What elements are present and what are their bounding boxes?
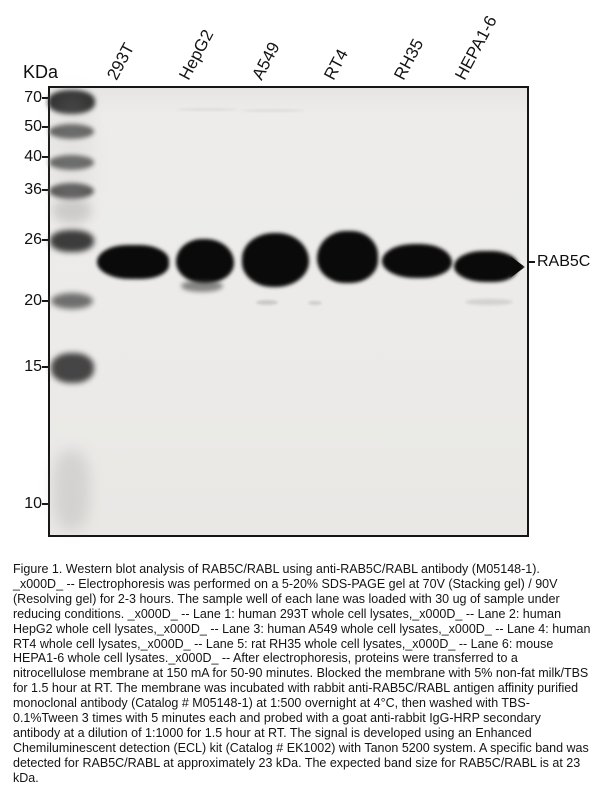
marker-tick-15 <box>42 366 49 368</box>
gel-artifact <box>181 280 223 292</box>
marker-label-10: 10 <box>24 495 42 512</box>
gel-artifact <box>308 301 322 305</box>
marker-tick-50 <box>42 126 49 128</box>
lane-label-rt4: RT4 <box>320 45 352 83</box>
ladder-band <box>51 293 93 309</box>
sample-band-lane-3 <box>242 233 309 287</box>
lane-label-hepa1-6: HEPA1-6 <box>451 12 501 84</box>
kda-unit-label: KDa <box>23 62 59 82</box>
gel-artifact <box>256 300 278 305</box>
marker-tick-10 <box>42 503 49 505</box>
marker-label-50: 50 <box>24 118 42 135</box>
marker-label-20: 20 <box>24 292 42 309</box>
marker-tick-36 <box>42 189 49 191</box>
sample-band-lane-1 <box>97 245 169 279</box>
marker-label-36: 36 <box>24 181 42 198</box>
marker-label-70: 70 <box>24 89 42 106</box>
sample-band-lane-5 <box>382 244 452 278</box>
marker-tick-26 <box>42 239 49 241</box>
lane-label-rh35: RH35 <box>390 35 428 83</box>
ladder-band <box>52 90 92 215</box>
band-annotation-label: RAB5C <box>537 253 591 270</box>
marker-tick-20 <box>42 300 49 302</box>
lane-label-293t: 293T <box>103 39 139 83</box>
gel-membrane <box>48 86 529 537</box>
marker-label-26: 26 <box>24 231 42 248</box>
band-annotation <box>527 253 590 271</box>
figure-caption: Figure 1. Western blot analysis of RAB5C/RABL using anti-RAB5C/RABL antibody (M05148-1). _x000D_ -- Electrophoresis was performed on a 5-20% SDS-PAGE gel at 70V (Stacking gel) / 90V (Resolving gel) for 2-3 hours. The sample well of each lane was loaded with 30 ug of sample under reducing conditions. _x000D_ -- Lane 1: human 293T whole cell lysates,_x000D_ -- Lane 2: human HepG2 whole cell lysates,_x000D_ -- Lane 3: human A549 whole cell lysates,_x000D_ -- Lane 4: human RT4 whole cell lysates,_x000D_ -- Lane 5: rat RH35 whole cell lysates,_x000D_ -- Lane 6: mouse HEPA1-6 whole cell lysates._x000D_ -- After electrophoresis, proteins were transferred to a nitrocellulose membrane at 150 mA for 50-90 minutes. Blocked the membrane with 5% non-fat milk/TBS for 1.5 hour at RT. The membrane was incubated with rabbit anti-RAB5C/RABL antigen affinity purified monoclonal antibody (Catalog # M05148-1) at 1:500 overnight at 4°C, then washed with TBS-0.1%Tween 3 times with 5 minutes each and probed with a goat anti-rabbit IgG-HRP secondary antibody at a dilution of 1:1000 for 1.5 hour at RT. The signal is developed using an Enhanced Chemiluminescent detection (ECL) kit (Catalog # EK1002) with Tanon 5200 system. A specific band was detected for RAB5C/RABL at approximately 23 kDa. The expected band size for RAB5C/RABL is at 23 kDa. <box>13 562 591 785</box>
gel-artifact <box>177 108 237 111</box>
sample-band-lane-4 <box>317 231 378 283</box>
sample-band-lane-2 <box>176 239 234 283</box>
gel-artifact <box>241 109 305 112</box>
ladder-band <box>50 230 94 252</box>
ladder-band <box>51 353 94 383</box>
ladder-band <box>53 450 90 530</box>
marker-tick-40 <box>42 156 49 158</box>
marker-label-15: 15 <box>24 358 42 375</box>
lane-label-hepg2: HepG2 <box>175 26 218 83</box>
gel-artifact <box>465 299 513 305</box>
lane-label-a549: A549 <box>248 39 284 83</box>
band-pointer-tick <box>527 261 535 263</box>
marker-label-40: 40 <box>24 148 42 165</box>
sample-band-lane-6 <box>454 251 518 282</box>
